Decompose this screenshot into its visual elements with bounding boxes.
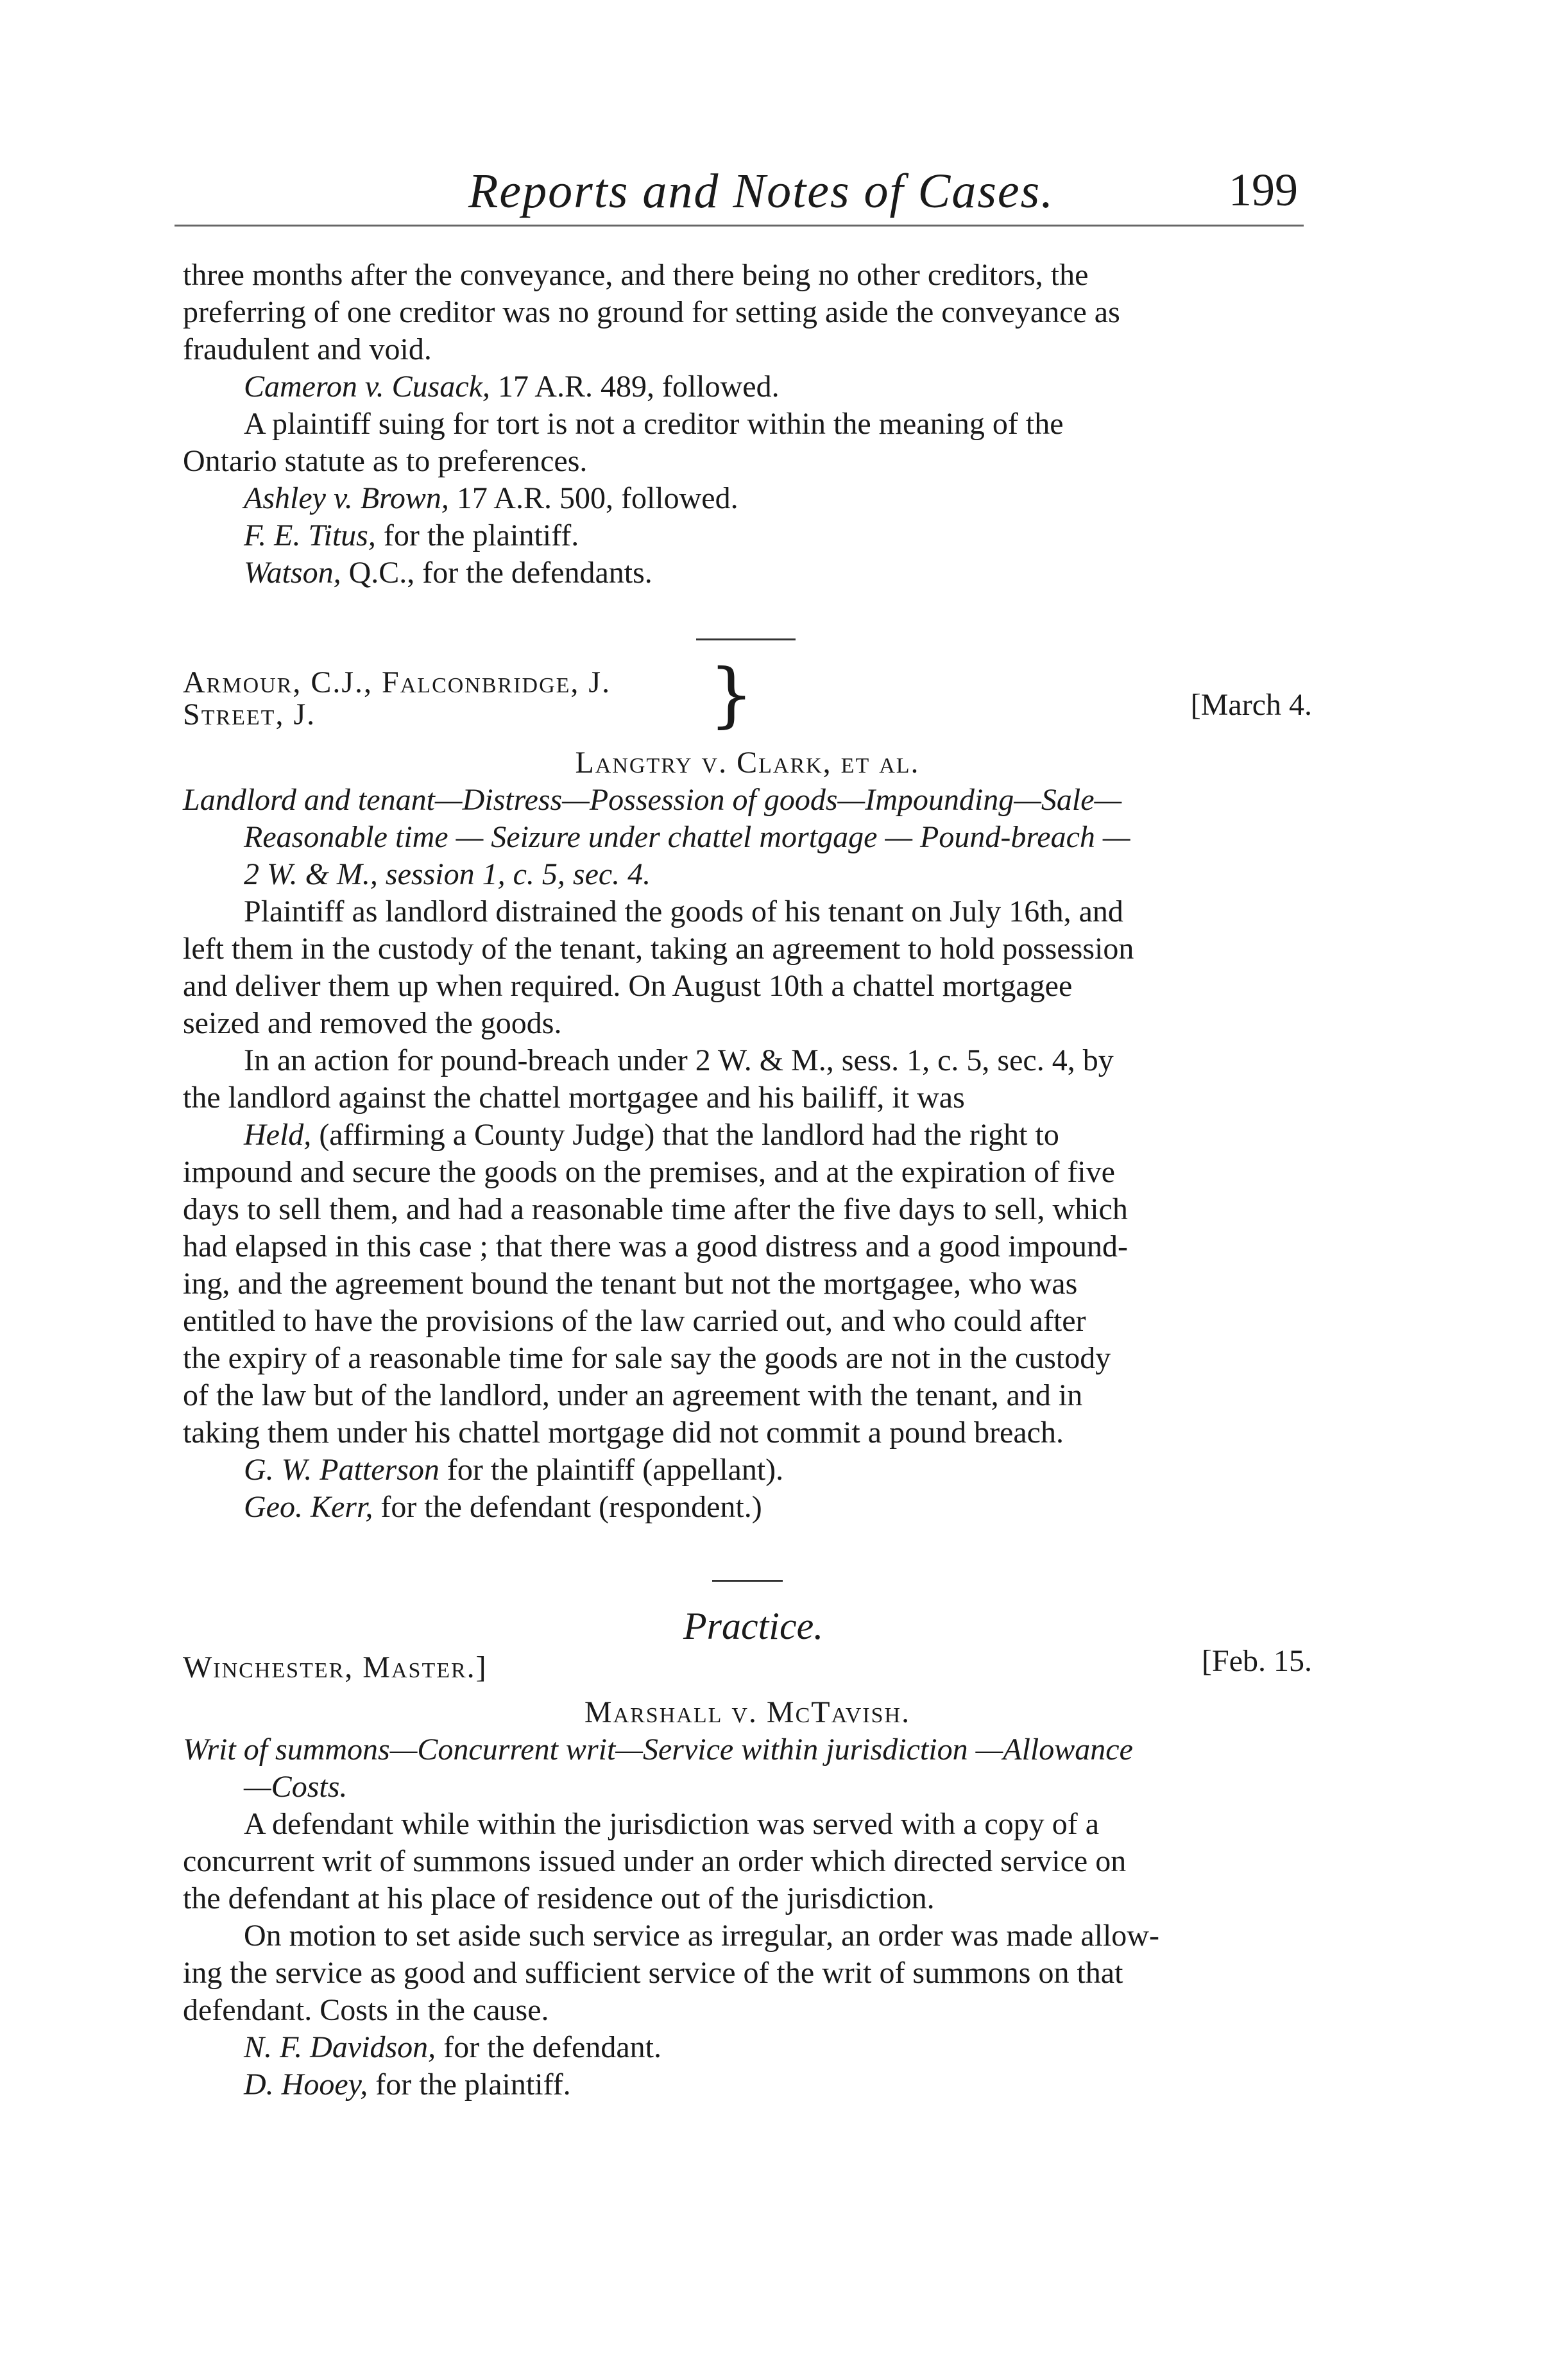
text-line: A plaintiff suing for tort is not a creditor within the meaning of the [244, 407, 1064, 441]
case1-tail [183, 257, 1312, 592]
counsel-role: for the plaintiff (appellant). [439, 1453, 784, 1487]
text-line: entitled to have the provisions of the law carried out, and who could after [183, 1304, 1086, 1338]
citation-line [183, 368, 1312, 406]
case-separator-rule [696, 638, 796, 640]
page-number: 199 [1229, 164, 1298, 216]
case-title: Langtry v. Clark, et al. [575, 746, 920, 780]
text-line: preferring of one creditor was no ground for setting aside the conveyance as [183, 295, 1120, 329]
case-header [183, 653, 1312, 741]
text-line: taking them under his chattel mortgage did not commit a pound breach. [183, 1416, 1064, 1450]
counsel-line [183, 517, 1312, 554]
text-line: had elapsed in this case ; that there was a good distress and a good impound- [183, 1229, 1128, 1263]
text-line: impound and secure the goods on the premises, and at the expiration of five [183, 1155, 1115, 1189]
case-title: Marshall v. McTavish. [584, 1695, 911, 1729]
judge-line: Winchester, Master.] [183, 1650, 488, 1684]
section-separator-rule [712, 1580, 783, 1582]
case-title-row [183, 1694, 1312, 1731]
text-line: ing, and the agreement bound the tenant but not the mortgagee, who was [183, 1267, 1078, 1301]
counsel-line [183, 2029, 1312, 2066]
citation-line [183, 480, 1312, 517]
case-title-row [183, 744, 1312, 782]
holding-line [183, 1117, 1312, 1154]
counsel-line [183, 554, 1312, 592]
text-line: of the law but of the landlord, under an agreement with the tenant, and in [183, 1378, 1083, 1412]
header-rule [175, 225, 1304, 227]
counsel-name: F. E. Titus, [244, 518, 376, 552]
counsel-role: for the plaintiff. [368, 2068, 571, 2102]
counsel-name: N. F. Davidson, [244, 2030, 436, 2064]
text-line: defendant. Costs in the cause. [183, 1993, 549, 2027]
headnote-line: Writ of summons—Concurrent writ—Service within jurisdiction —Allowance [183, 1733, 1133, 1767]
text-line: Plaintiff as landlord distrained the goods of his tenant on July 16th, and [244, 895, 1123, 929]
decision-date: [Feb. 15. [1202, 1644, 1312, 1678]
counsel-line [183, 1451, 1312, 1489]
counsel-role: Q.C., for the defendants. [341, 556, 652, 590]
counsel-role: for the defendant. [436, 2030, 661, 2064]
counsel-line [183, 1489, 1312, 1526]
headnote-line: Landlord and tenant—Distress—Possession of goods—Impounding—Sale— [183, 783, 1122, 817]
text-line: and deliver them up when required. On August 10th a chattel mortgagee [183, 969, 1073, 1003]
section-header [183, 1604, 1312, 1694]
counsel-name: D. Hooey, [244, 2068, 368, 2102]
case-name: Ashley v. Brown, [244, 481, 449, 515]
judges-line: Armour, C.J., Falconbridge, J. [183, 665, 611, 699]
practice-section [183, 1604, 1312, 2103]
counsel-name: Geo. Kerr, [244, 1490, 373, 1524]
counsel-role: for the plaintiff. [375, 518, 579, 552]
counsel-role: for the defendant (respondent.) [373, 1490, 762, 1524]
headnote-line: 2 W. & M., session 1, c. 5, sec. 4. [244, 857, 651, 891]
text-line: fraudulent and void. [183, 332, 432, 366]
section-heading: Practice. [683, 1605, 824, 1647]
decision-date: [March 4. [1190, 688, 1312, 722]
text-line: On motion to set aside such service as irregular, an order was made allow- [244, 1919, 1159, 1953]
judges-line: Street, J. [183, 698, 316, 732]
text-line: In an action for pound-breach under 2 W. & M., sess. 1, c. 5, sec. 4, by [244, 1043, 1114, 1077]
citation-text: 17 A.R. 489, followed. [490, 370, 780, 404]
headnote-line: Reasonable time — Seizure under chattel mortgage — Pound-breach — [244, 820, 1130, 854]
text-line: days to sell them, and had a reasonable time after the five days to sell, which [183, 1192, 1128, 1226]
text-line: Ontario statute as to preferences. [183, 444, 588, 478]
text-line: the defendant at his place of residence out of the jurisdiction. [183, 1881, 935, 1915]
counsel-name: Watson, [244, 556, 341, 590]
text-line: A defendant while within the jurisdiction was served with a copy of a [244, 1807, 1100, 1841]
text-line: the expiry of a reasonable time for sale say the goods are not in the custody [183, 1341, 1111, 1375]
text-line: ing the service as good and sufficient service of the writ of summons on that [183, 1956, 1123, 1990]
held-word: Held, [244, 1118, 312, 1152]
text-line: left them in the custody of the tenant, taking an agreement to hold possession [183, 932, 1134, 966]
case-name: Cameron v. Cusack, [244, 370, 490, 404]
text-line: three months after the conveyance, and there being no other creditors, the [183, 258, 1089, 292]
text-line: concurrent writ of summons issued under an order which directed service on [183, 1844, 1127, 1878]
citation-text: 17 A.R. 500, followed. [448, 481, 738, 515]
text-line: the landlord against the chattel mortgagee and his bailiff, it was [183, 1081, 965, 1115]
text-line: seized and removed the goods. [183, 1006, 562, 1040]
running-head [0, 164, 1543, 221]
counsel-name: G. W. Patterson [244, 1453, 439, 1487]
brace-glyph: } [709, 653, 754, 735]
running-title: Reports and Notes of Cases. [468, 164, 1055, 218]
counsel-line [183, 2066, 1312, 2103]
holding-text: (affirming a County Judge) that the landlord had the right to [311, 1118, 1059, 1152]
case2 [183, 653, 1312, 1526]
headnote-line: —Costs. [244, 1770, 348, 1804]
